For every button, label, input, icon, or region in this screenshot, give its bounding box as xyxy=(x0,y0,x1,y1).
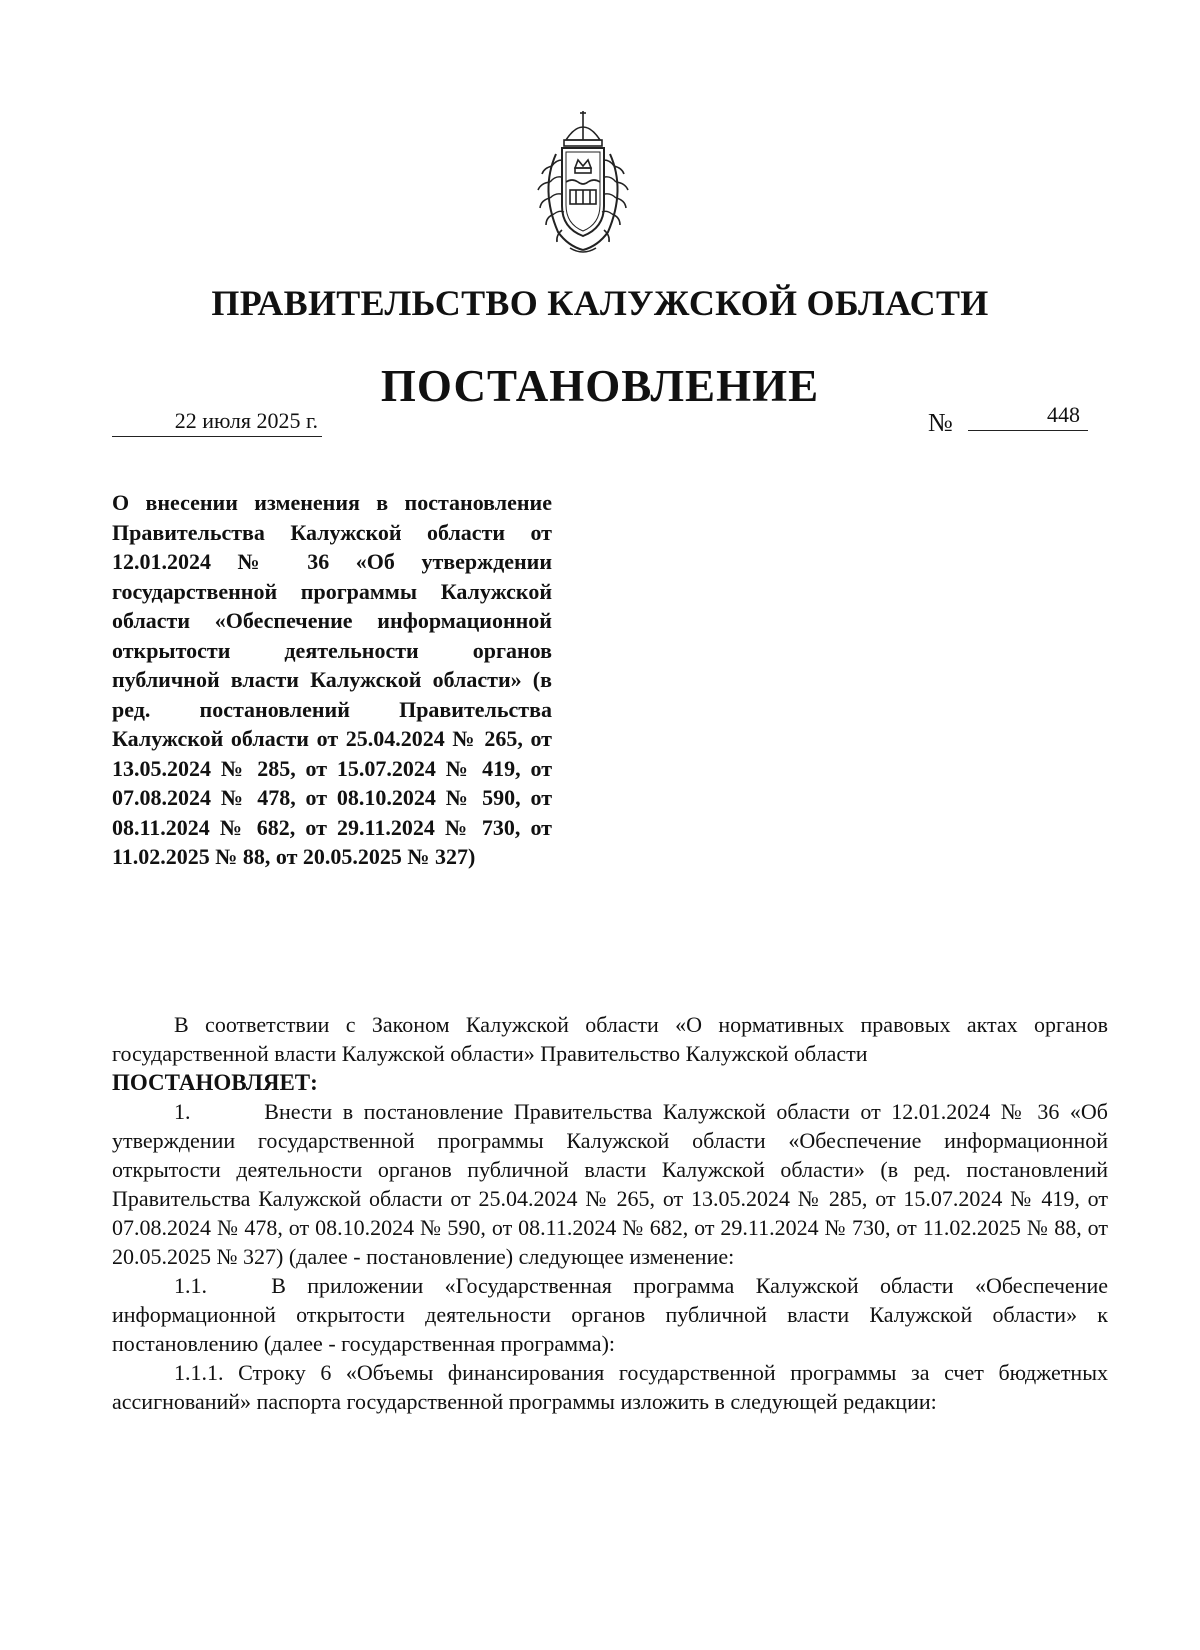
clause-1: 1. Внести в постановление Правительства Калужской области от 12.01.2024 № 36 «Об утверждении государственной программы Калужской области «Обеспечение информационной открытости деятельности органов публичной власти Калужской области» (в ред. постановлений Правительства Калужской области от 25.04.2024 № 265, от 13.05.2024 № 285, от 15.07.2024 № 419, от 07.08.2024 № 478, от 08.10.2024 № 590, от 08.11.2024 № 682, от 29.11.2024 № 730, от 11.02.2025 № 88, от 20.05.2025 № 327) (далее - постановление) следующее изменение: xyxy=(112,1099,1108,1269)
body-paragraph xyxy=(112,1010,1108,1068)
body-paragraph xyxy=(112,1068,1108,1097)
preamble-text: В соответствии с Законом Калужской области «О нормативных правовых актах органов государственной власти Калужской области» Правительство Калужской области xyxy=(112,1012,1108,1066)
decree-number: 448 xyxy=(968,400,1088,431)
decree-subject: О внесении изменения в постановление Правительства Калужской области от 12.01.2024 № 36 «Об утверждении государственной программы Калужской области «Обеспечение информационной открытости деятельности органов публичной власти Калужской области» (в ред. постановлений Правительства Калужской области от 25.04.2024 № 265, от 13.05.2024 № 285, от 15.07.2024 № 419, от 07.08.2024 № 478, от 08.10.2024 № 590, от 08.11.2024 № 682, от 29.11.2024 № 730, от 11.02.2025 № 88, от 20.05.2025 № 327) xyxy=(112,490,552,869)
government-title: ПРАВИТЕЛЬСТВО КАЛУЖСКОЙ ОБЛАСТИ xyxy=(211,283,989,323)
document-type-title: ПОСТАНОВЛЕНИЕ xyxy=(380,361,820,411)
decree-number-label: № xyxy=(928,408,953,437)
decree-body xyxy=(112,1010,1108,1416)
decree-keyword: ПОСТАНОВЛЯЕТ: xyxy=(112,1070,318,1095)
clause-1-1: 1.1. В приложении «Государственная программа Калужской области «Обеспечение информационной открытости деятельности органов публичной власти Калужской области» к постановлению (далее - государственная программа): xyxy=(112,1273,1108,1356)
decree-date: 22 июля 2025 г. xyxy=(112,406,322,437)
coat-of-arms-icon xyxy=(522,110,644,258)
clause-1-1-1: 1.1.1. Строку 6 «Объемы финансирования государственной программы за счет бюджетных ассигнований» паспорта государственной программы изложить в следующей редакции: xyxy=(112,1360,1108,1414)
